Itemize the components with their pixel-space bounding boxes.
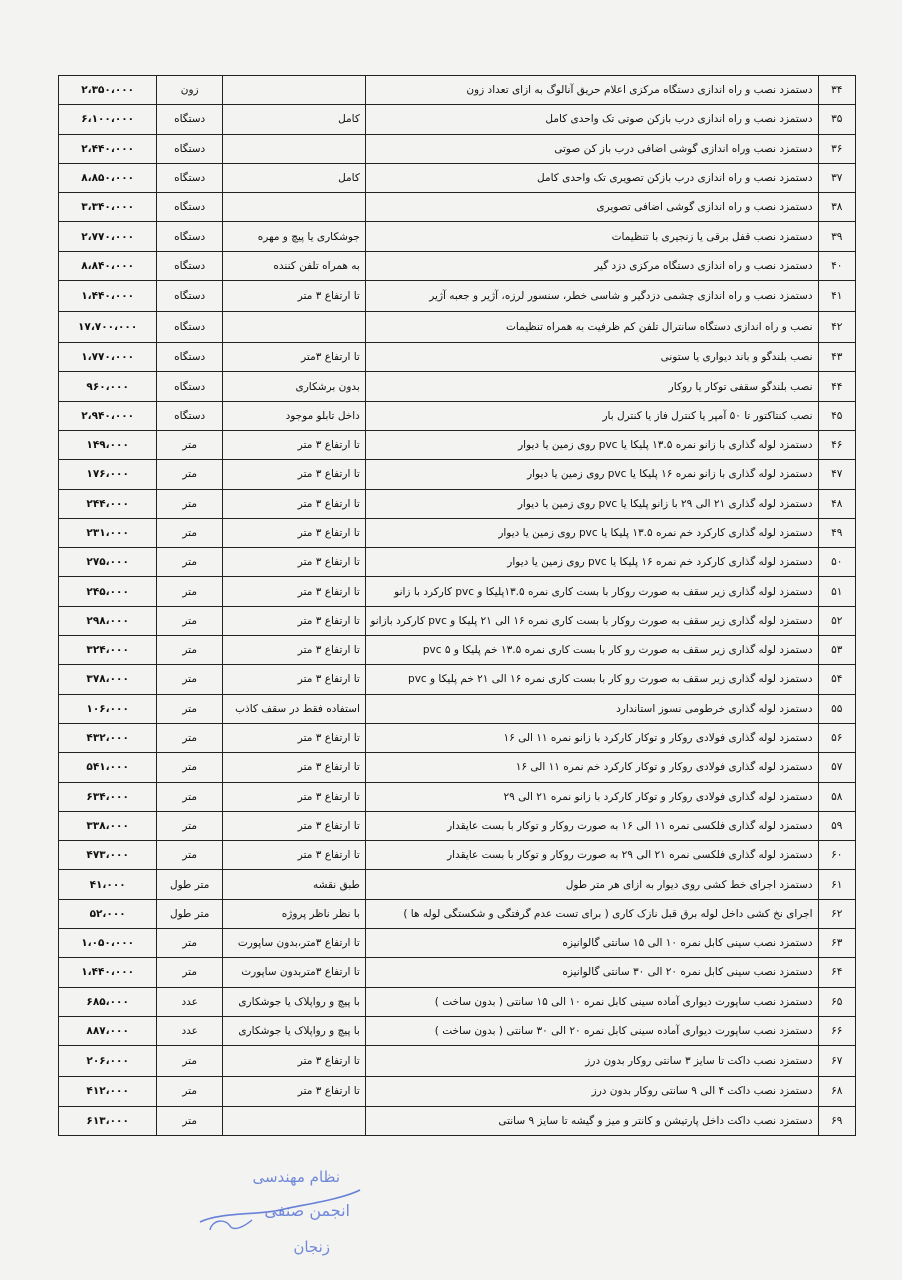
row-price: ۱۷۶،۰۰۰ xyxy=(59,460,157,489)
table-row xyxy=(59,665,856,694)
row-description: نصب بلندگو سقفی توکار یا روکار xyxy=(365,372,818,401)
row-description: دستمزد لوله گذاری فولادی روکار و توکار کارکرد با زانو نمره ۲۱ الی ۲۹ xyxy=(365,782,818,811)
row-price: ۱۴۹،۰۰۰ xyxy=(59,430,157,459)
row-number: ۴۷ xyxy=(818,460,855,489)
row-note: تا ارتفاع ۳ متر xyxy=(223,811,366,840)
table-row xyxy=(59,753,856,782)
table-row xyxy=(59,958,856,987)
table-row xyxy=(59,987,856,1016)
row-number: ۳۷ xyxy=(818,163,855,192)
row-number: ۶۵ xyxy=(818,987,855,1016)
row-note: تا ارتفاع ۳ متر xyxy=(223,489,366,518)
stamp-line-1: نظام مهندسی xyxy=(252,1168,340,1186)
row-note: به همراه تلفن کننده xyxy=(223,251,366,280)
row-price: ۲۰۶،۰۰۰ xyxy=(59,1046,157,1077)
row-description: دستمزد لوله گذاری ۲۱ الی ۲۹ با زانو پلیکا یا pvc روی زمین یا دیوار xyxy=(365,489,818,518)
table-row xyxy=(59,548,856,577)
row-price: ۱۷،۷۰۰،۰۰۰ xyxy=(59,312,157,343)
table-row xyxy=(59,1106,856,1135)
row-description: اجرای نخ کشی داخل لوله برق قبل نازک کاری ( برای تست عدم گرفتگی و شکستگی لوله ها ) xyxy=(365,899,818,928)
row-note: تا ارتفاع ۳ متر xyxy=(223,782,366,811)
row-description: دستمزد نصب و راه اندازی درب بازکن تصویری تک واحدی کامل xyxy=(365,163,818,192)
row-price: ۳،۳۴۰،۰۰۰ xyxy=(59,193,157,222)
row-number: ۵۹ xyxy=(818,811,855,840)
row-note: تا ارتفاع ۳ متر xyxy=(223,577,366,606)
stamp-signature xyxy=(190,1160,370,1270)
table-row xyxy=(59,606,856,635)
stamp-line-2: انجمن صنفی xyxy=(264,1201,350,1220)
table-row xyxy=(59,76,856,105)
row-price: ۸،۸۴۰،۰۰۰ xyxy=(59,251,157,280)
row-number: ۶۸ xyxy=(818,1077,855,1106)
row-note: استفاده فقط در سقف کاذب xyxy=(223,694,366,723)
table-row xyxy=(59,343,856,372)
row-note: طبق نقشه xyxy=(223,870,366,899)
row-number: ۵۶ xyxy=(818,723,855,752)
table-row xyxy=(59,430,856,459)
row-unit: دستگاه xyxy=(157,222,223,251)
row-note xyxy=(223,76,366,105)
row-description: دستمزد نصب وراه اندازی گوشی اضافی درب باز کن صوتی xyxy=(365,134,818,163)
row-unit: متر xyxy=(157,1106,223,1135)
row-description: دستمزد لوله گذاری کارکرد خم نمره ۱۳.۵ پلیکا یا pvc روی زمین یا دیوار xyxy=(365,518,818,547)
row-note: تا ارتفاع ۳ متر xyxy=(223,281,366,312)
table-row xyxy=(59,870,856,899)
row-number: ۶۱ xyxy=(818,870,855,899)
row-number: ۴۸ xyxy=(818,489,855,518)
table-row xyxy=(59,312,856,343)
row-price: ۳۲۴،۰۰۰ xyxy=(59,636,157,665)
row-description: دستمزد لوله گذاری با زانو نمره ۱۳.۵ پلیکا یا pvc روی زمین یا دیوار xyxy=(365,430,818,459)
table-row xyxy=(59,1077,856,1106)
row-price: ۲،۷۷۰،۰۰۰ xyxy=(59,222,157,251)
row-unit: دستگاه xyxy=(157,343,223,372)
row-price: ۲،۳۵۰،۰۰۰ xyxy=(59,76,157,105)
row-unit: متر xyxy=(157,1046,223,1077)
row-note: تا ارتفاع ۳ متر xyxy=(223,1046,366,1077)
row-number: ۶۴ xyxy=(818,958,855,987)
row-note: با پیچ و رواپلاک یا جوشکاری xyxy=(223,987,366,1016)
row-number: ۴۳ xyxy=(818,343,855,372)
row-number: ۶۶ xyxy=(818,1016,855,1045)
row-number: ۴۶ xyxy=(818,430,855,459)
row-price: ۴۱،۰۰۰ xyxy=(59,870,157,899)
row-number: ۴۱ xyxy=(818,281,855,312)
row-description: نصب کنتاکتور تا ۵۰ آمپر یا کنترل فاز یا کنترل بار xyxy=(365,401,818,430)
row-price: ۸۸۷،۰۰۰ xyxy=(59,1016,157,1045)
row-description: دستمزد لوله گذاری زیر سقف به صورت روکار با بست کاری نمره ۱۳.۵پلیکا و pvc کارکرد با زانو xyxy=(365,577,818,606)
row-note: تا ارتفاع ۳ متر xyxy=(223,430,366,459)
row-unit: متر xyxy=(157,518,223,547)
row-note: کامل xyxy=(223,105,366,134)
row-unit: عدد xyxy=(157,1016,223,1045)
row-note: بدون برشکاری xyxy=(223,372,366,401)
row-note: تا ارتفاع ۳ متر xyxy=(223,548,366,577)
row-description: دستمزد نصب داکت داخل پارتیشن و کانتر و میز و گیشه تا سایز ۹ سانتی xyxy=(365,1106,818,1135)
row-note: تا ارتفاع ۳متربدون ساپورت xyxy=(223,958,366,987)
table-row xyxy=(59,577,856,606)
table-row xyxy=(59,636,856,665)
row-note: تا ارتفاع ۳ متر xyxy=(223,460,366,489)
row-unit: متر xyxy=(157,811,223,840)
row-unit: متر xyxy=(157,548,223,577)
table-row xyxy=(59,518,856,547)
row-description: دستمزد نصب و راه اندازی چشمی دزدگیر و شاسی خطر، سنسور لرزه، آژیر و جعبه آژیر xyxy=(365,281,818,312)
row-note: با پیچ و رواپلاک یا جوشکاری xyxy=(223,1016,366,1045)
table-row xyxy=(59,489,856,518)
row-note xyxy=(223,193,366,222)
table-row xyxy=(59,1046,856,1077)
table-row xyxy=(59,811,856,840)
row-description: دستمزد لوله گذاری فلکسی نمره ۲۱ الی ۲۹ به صورت روکار و توکار با بست عایقدار xyxy=(365,841,818,870)
table-row xyxy=(59,929,856,958)
row-note xyxy=(223,312,366,343)
table-row xyxy=(59,134,856,163)
row-unit: متر xyxy=(157,958,223,987)
row-description: دستمزد نصب سینی کابل نمره ۱۰ الی ۱۵ سانتی گالوانیزه xyxy=(365,929,818,958)
row-unit: متر xyxy=(157,430,223,459)
row-unit: دستگاه xyxy=(157,193,223,222)
row-note: تا ارتفاع ۳ متر xyxy=(223,606,366,635)
table-row xyxy=(59,460,856,489)
row-description: دستمزد نصب و راه اندازی دستگاه مرکزی دزد گیر xyxy=(365,251,818,280)
row-price: ۳۷۸،۰۰۰ xyxy=(59,665,157,694)
row-unit: متر xyxy=(157,929,223,958)
table-row xyxy=(59,193,856,222)
table-row xyxy=(59,222,856,251)
row-unit: دستگاه xyxy=(157,372,223,401)
price-table-body xyxy=(59,76,856,1136)
row-unit: دستگاه xyxy=(157,163,223,192)
row-description: دستمزد لوله گذاری فولادی روکار و توکار کارکرد با زانو نمره ۱۱ الی ۱۶ xyxy=(365,723,818,752)
table-row xyxy=(59,841,856,870)
row-unit: متر xyxy=(157,694,223,723)
row-unit: متر xyxy=(157,782,223,811)
row-note: تا ارتفاع ۳ متر xyxy=(223,665,366,694)
row-number: ۵۵ xyxy=(818,694,855,723)
row-description: دستمزد لوله گذاری زیر سقف به صورت رو کار با بست کاری نمره ۱۶ الی ۲۱ خم پلیکا و pvc xyxy=(365,665,818,694)
table-row xyxy=(59,251,856,280)
row-price: ۴۱۲،۰۰۰ xyxy=(59,1077,157,1106)
row-description: نصب و راه اندازی دستگاه سانترال تلفن کم ظرفیت به همراه تنظیمات xyxy=(365,312,818,343)
row-unit: دستگاه xyxy=(157,134,223,163)
row-number: ۶۲ xyxy=(818,899,855,928)
stamp-line-3: زنجان xyxy=(293,1238,330,1256)
row-price: ۸،۸۵۰،۰۰۰ xyxy=(59,163,157,192)
row-description: دستمزد نصب و راه اندازی گوشی اضافی تصویری xyxy=(365,193,818,222)
row-number: ۴۲ xyxy=(818,312,855,343)
row-unit: متر xyxy=(157,1077,223,1106)
row-price: ۴۳۲،۰۰۰ xyxy=(59,723,157,752)
row-number: ۴۰ xyxy=(818,251,855,280)
row-description: دستمزد نصب و راه اندازی درب بازکن صوتی تک واحدی کامل xyxy=(365,105,818,134)
row-unit: متر xyxy=(157,753,223,782)
row-price: ۲۹۸،۰۰۰ xyxy=(59,606,157,635)
row-note: با نظر ناظر پروژه xyxy=(223,899,366,928)
row-number: ۵۳ xyxy=(818,636,855,665)
price-table xyxy=(58,75,856,1136)
row-description: دستمزد نصب ساپورت دیواری آماده سینی کابل نمره ۱۰ الی ۱۵ سانتی ( بدون ساخت ) xyxy=(365,987,818,1016)
row-price: ۲،۹۴۰،۰۰۰ xyxy=(59,401,157,430)
row-price: ۱،۴۴۰،۰۰۰ xyxy=(59,958,157,987)
row-description: نصب بلندگو و باند دیواری یا ستونی xyxy=(365,343,818,372)
row-price: ۶۸۵،۰۰۰ xyxy=(59,987,157,1016)
row-note: کامل xyxy=(223,163,366,192)
row-number: ۴۹ xyxy=(818,518,855,547)
row-note: تا ارتفاع ۳ متر xyxy=(223,1077,366,1106)
row-number: ۳۶ xyxy=(818,134,855,163)
row-note: تا ارتفاع ۳متر xyxy=(223,343,366,372)
row-unit: دستگاه xyxy=(157,105,223,134)
row-note xyxy=(223,134,366,163)
row-unit: متر طول xyxy=(157,870,223,899)
row-description: دستمزد نصب سینی کابل نمره ۲۰ الی ۳۰ سانتی گالوانیزه xyxy=(365,958,818,987)
row-number: ۳۸ xyxy=(818,193,855,222)
row-unit: عدد xyxy=(157,987,223,1016)
row-price: ۲،۴۴۰،۰۰۰ xyxy=(59,134,157,163)
row-number: ۵۴ xyxy=(818,665,855,694)
row-unit: متر xyxy=(157,723,223,752)
table-row xyxy=(59,401,856,430)
table-row xyxy=(59,163,856,192)
row-description: دستمزد لوله گذاری زیر سقف به صورت روکار با بست کاری نمره ۱۶ الی ۲۱ پلیکا و pvc کارکرد بازانو xyxy=(365,606,818,635)
row-description: دستمزد نصب قفل برقی یا زنجیری با تنظیمات xyxy=(365,222,818,251)
row-description: دستمزد نصب و راه اندازی دستگاه مرکزی اعلام حریق آنالوگ به ازای تعداد زون xyxy=(365,76,818,105)
row-note: تا ارتفاع ۳متر،بدون ساپورت xyxy=(223,929,366,958)
table-row xyxy=(59,782,856,811)
row-description: دستمزد لوله گذاری خرطومی نسوز استاندارد xyxy=(365,694,818,723)
row-note: تا ارتفاع ۳ متر xyxy=(223,518,366,547)
row-note xyxy=(223,1106,366,1135)
row-price: ۹۶۰،۰۰۰ xyxy=(59,372,157,401)
row-unit: متر طول xyxy=(157,899,223,928)
table-row xyxy=(59,372,856,401)
row-price: ۴۷۳،۰۰۰ xyxy=(59,841,157,870)
row-description: دستمزد لوله گذاری با زانو نمره ۱۶ پلیکا یا pvc روی زمین یا دیوار xyxy=(365,460,818,489)
row-note: تا ارتفاع ۳ متر xyxy=(223,636,366,665)
row-price: ۶،۱۰۰،۰۰۰ xyxy=(59,105,157,134)
row-description: دستمزد لوله گذاری کارکرد خم نمره ۱۶ پلیکا یا pvc روی زمین یا دیوار xyxy=(365,548,818,577)
row-note: جوشکاری یا پیچ و مهره xyxy=(223,222,366,251)
row-price: ۳۳۸،۰۰۰ xyxy=(59,811,157,840)
row-price: ۲۴۴،۰۰۰ xyxy=(59,489,157,518)
row-unit: متر xyxy=(157,665,223,694)
row-unit: دستگاه xyxy=(157,401,223,430)
table-row xyxy=(59,694,856,723)
table-row xyxy=(59,105,856,134)
row-number: ۴۴ xyxy=(818,372,855,401)
row-note: تا ارتفاع ۳ متر xyxy=(223,753,366,782)
row-unit: متر xyxy=(157,636,223,665)
row-price: ۵۲،۰۰۰ xyxy=(59,899,157,928)
row-unit: زون xyxy=(157,76,223,105)
row-price: ۲۳۱،۰۰۰ xyxy=(59,518,157,547)
row-price: ۱۰۶،۰۰۰ xyxy=(59,694,157,723)
row-number: ۵۷ xyxy=(818,753,855,782)
row-description: دستمزد لوله گذاری فولادی روکار و توکار کارکرد خم نمره ۱۱ الی ۱۶ xyxy=(365,753,818,782)
row-number: ۳۵ xyxy=(818,105,855,134)
row-number: ۳۴ xyxy=(818,76,855,105)
row-note: تا ارتفاع ۳ متر xyxy=(223,841,366,870)
row-price: ۶۳۴،۰۰۰ xyxy=(59,782,157,811)
row-unit: متر xyxy=(157,460,223,489)
row-number: ۶۷ xyxy=(818,1046,855,1077)
row-note: تا ارتفاع ۳ متر xyxy=(223,723,366,752)
row-description: دستمزد نصب داکت ۴ الی ۹ سانتی روکار بدون درز xyxy=(365,1077,818,1106)
row-unit: دستگاه xyxy=(157,312,223,343)
row-number: ۴۵ xyxy=(818,401,855,430)
row-unit: متر xyxy=(157,606,223,635)
row-price: ۱،۴۴۰،۰۰۰ xyxy=(59,281,157,312)
row-price: ۲۷۵،۰۰۰ xyxy=(59,548,157,577)
row-number: ۵۲ xyxy=(818,606,855,635)
row-note: داخل تابلو موجود xyxy=(223,401,366,430)
row-number: ۵۰ xyxy=(818,548,855,577)
row-price: ۶۱۳،۰۰۰ xyxy=(59,1106,157,1135)
row-number: ۶۰ xyxy=(818,841,855,870)
row-unit: دستگاه xyxy=(157,281,223,312)
row-number: ۳۹ xyxy=(818,222,855,251)
row-description: دستمزد لوله گذاری فلکسی نمره ۱۱ الی ۱۶ به صورت روکار و توکار با بست عایقدار xyxy=(365,811,818,840)
row-unit: متر xyxy=(157,577,223,606)
row-number: ۵۱ xyxy=(818,577,855,606)
table-row xyxy=(59,1016,856,1045)
row-unit: متر xyxy=(157,489,223,518)
table-row xyxy=(59,723,856,752)
row-unit: متر xyxy=(157,841,223,870)
row-price: ۱،۰۵۰،۰۰۰ xyxy=(59,929,157,958)
row-number: ۶۳ xyxy=(818,929,855,958)
row-unit: دستگاه xyxy=(157,251,223,280)
row-number: ۵۸ xyxy=(818,782,855,811)
row-number: ۶۹ xyxy=(818,1106,855,1135)
row-description: دستمزد لوله گذاری زیر سقف به صورت رو کار با بست کاری نمره ۱۳.۵ خم پلیکا و pvc ۵ xyxy=(365,636,818,665)
row-price: ۵۴۱،۰۰۰ xyxy=(59,753,157,782)
table-row xyxy=(59,899,856,928)
row-price: ۱،۷۷۰،۰۰۰ xyxy=(59,343,157,372)
row-description: دستمزد نصب ساپورت دیواری آماده سینی کابل نمره ۲۰ الی ۳۰ سانتی ( بدون ساخت ) xyxy=(365,1016,818,1045)
row-description: دستمزد نصب داکت تا سایز ۳ سانتی روکار بدون درز xyxy=(365,1046,818,1077)
row-description: دستمزد اجرای خط کشی روی دیوار به ازای هر متر طول xyxy=(365,870,818,899)
table-row xyxy=(59,281,856,312)
row-price: ۲۴۵،۰۰۰ xyxy=(59,577,157,606)
